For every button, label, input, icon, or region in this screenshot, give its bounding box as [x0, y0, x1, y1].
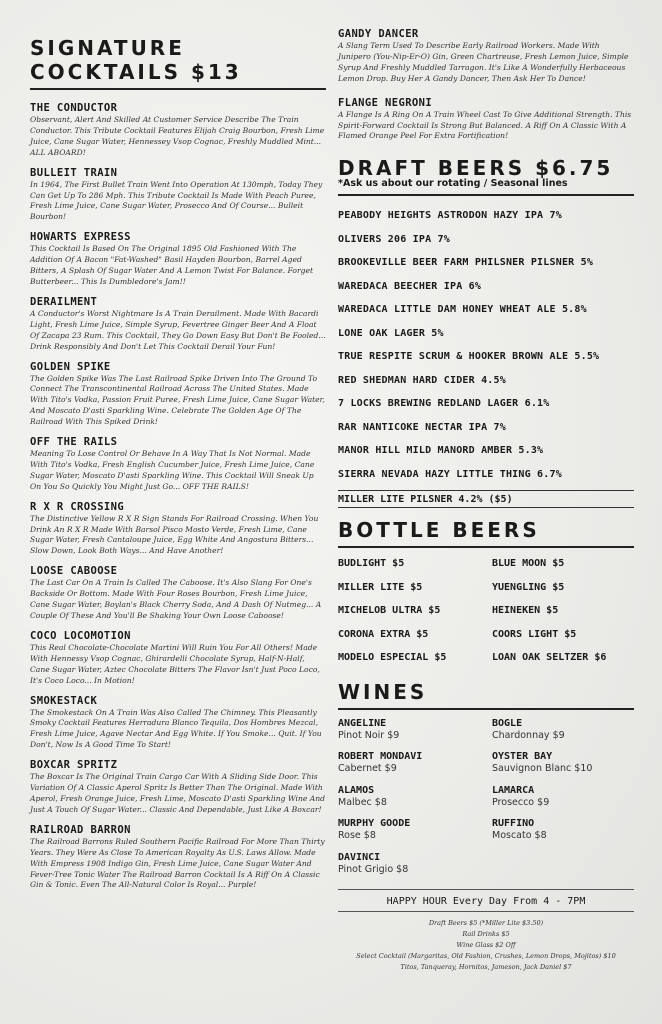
cocktail-name: FLANGE NEGRONI	[338, 96, 433, 109]
cocktail-name: BOXCAR SPRITZ	[30, 759, 118, 772]
section-divider	[338, 546, 634, 548]
wine-item	[338, 718, 492, 752]
wine-item	[338, 852, 492, 886]
cocktail-description: This Real Chocolate-Chocolate Martini Will Ruin You For All Others! Made With Hennessy Vsop Cognac, Ghirardelli Chocolate Syrup, Half-N-Half, Cane Sugar Water, Aztec Chocolate Bitters The Flavor Isn't Just Poco Loco, It's Coco Loco... In Motion!	[30, 642, 320, 685]
cocktail-description: A Conductor's Worst Nightmare Is A Train Derailment. Made With Bacardi Light, Fresh Lime Juice, Simple Syrup, Fevertree Ginger Beer And A Float Of Zacapa 23 Rum. This Cocktail, They Go Down Easy But Don't Be Fooled... Drink Responsibly And Don't Let This Cocktail Derail Your Fun!	[30, 308, 326, 351]
cocktail-item	[338, 97, 634, 143]
wine-name: ANGELINE	[338, 717, 387, 729]
cocktail-item	[30, 296, 326, 353]
cocktail-description: The Golden Spike Was The Last Railroad Spike Driven Into The Ground To Connect The Transcontinental Railroad Across The United States. Made With Tito's Vodka, Passion Fruit Puree, Fresh Lime Juice, Cane Sugar Water, And Moscato D'asti Sparkling Wine. Celebrate The Golden Age Of The Railroad With This Spiked Drink!	[30, 373, 325, 427]
cocktail-description: In 1964, The First Bullet Train Went Into Operation At 130mph, Today They Can Get Up To 286 Mph. This Tribute Cocktail Is Made With Peach Puree, Fresh Lime Juice, Cane Sugar Water, Prosecco And Of Course... Bulleit Bourbon!	[30, 179, 323, 222]
happy-hour-title: HAPPY HOUR Every Day From 4 - 7PM	[386, 896, 586, 907]
happy-hour-list	[338, 918, 634, 973]
bottle-beer-item: MODELO ESPECIAL $5	[338, 652, 447, 663]
wine-name: BOGLE	[492, 717, 523, 729]
cocktail-item	[30, 695, 326, 752]
cocktail-description: The Smokestack On A Train Was Also Called The Chimney. This Pleasantly Smoky Cocktail Features Herradura Blanco Tequila, Dos Hombres Mezcal, Fresh Lime Juice, Agave Nectar And Egg White. If You Smoke... Quit. If You Don't, Now Is A Good Time To Start!	[30, 707, 322, 750]
wine-item	[338, 818, 492, 852]
wine-name: OYSTER BAY	[492, 751, 553, 762]
cocktail-item	[30, 565, 326, 622]
cocktail-description: The Distinctive Yellow R X R Sign Stands For Railroad Crossing. When You Drink An R X R Made With Barsol Pisco Mosto Verde, Fresh Lime, Cane Sugar Water, Fresh Cantaloupe Juice, Egg White And Angostura Bitters... Slow Down, Look Both Ways... And Have Another!	[30, 513, 319, 556]
cocktail-name: THE CONDUCTOR	[30, 102, 118, 114]
draft-special: MILLER LITE PILSNER 4.2% ($5)	[338, 490, 634, 508]
draft-beer-list	[338, 210, 634, 492]
wine-type-price: Prosecco $9	[492, 796, 550, 808]
cocktail-list-continued	[338, 28, 634, 156]
bottle-beer-list	[338, 558, 634, 676]
happy-hour-section	[338, 889, 634, 973]
wine-type-price: Moscato $8	[492, 830, 547, 841]
bottle-beer-item: HEINEKEN $5	[492, 605, 559, 616]
bottle-beer-item: MILLER LITE $5	[338, 581, 423, 593]
draft-beer-item: SIERRA NEVADA HAZY LITTLE THING 6.7%	[338, 468, 562, 480]
wine-item	[492, 751, 634, 785]
draft-beers-section	[338, 156, 634, 508]
cocktail-name: LOOSE CABOOSE	[30, 565, 118, 578]
cocktail-name: DERAILMENT	[30, 295, 98, 308]
bottle-beer-item: BLUE MOON $5	[492, 558, 565, 569]
bottle-beer-item: BUDLIGHT $5	[338, 558, 405, 569]
wine-name: ROBERT MONDAVI	[338, 751, 423, 762]
cocktail-item	[338, 28, 634, 85]
draft-beer-item: TRUE RESPITE SCRUM & HOOKER BROWN ALE 5.5%	[338, 351, 600, 362]
cocktail-item	[30, 167, 326, 224]
happy-hour-item: Wine Glass $2 Off	[456, 941, 516, 949]
cocktail-item	[30, 759, 326, 816]
wines-title: WINES	[338, 679, 428, 704]
draft-beer-item: BROOKEVILLE BEER FARM PHILSNER PILSNER 5%	[338, 257, 594, 268]
cocktail-name: R X R CROSSING	[30, 500, 125, 513]
bottle-beers-section	[338, 518, 634, 676]
wine-item	[492, 785, 634, 819]
cocktail-item	[30, 102, 326, 159]
draft-beer-item: MANOR HILL MILD MANORD AMBER 5.3%	[338, 445, 544, 456]
cocktail-description: This Cocktail Is Based On The Original 1895 Old Fashioned With The Addition Of A Bacon "Fat-Washed" Basil Hayden Bourbon, Barrel Aged Bitters, A Splash Of Sugar Water And A Lemon Twist For Balance. Forget Butterbeer... This Is Dumbledore's Jam!!	[30, 244, 314, 286]
cocktail-name: HOWARTS EXPRESS	[30, 231, 131, 244]
signature-cocktails-title: SIGNATURE COCKTAILS $13	[30, 36, 242, 84]
cocktail-item	[30, 231, 326, 288]
cocktail-name: BULLEIT TRAIN	[30, 166, 118, 179]
wine-type-price: Rose $8	[338, 830, 376, 841]
cocktail-name: GOLDEN SPIKE	[30, 360, 111, 373]
wine-name: ALAMOS	[338, 784, 375, 796]
wine-type-price: Sauvignon Blanc $10	[492, 763, 593, 774]
cocktail-description: A Slang Term Used To Describe Early Railroad Workers. Made With Junipero (You-Nip-Er-O) Gin, Green Chartreuse, Fresh Lemon Juice, Simple Syrup And Freshly Muddled Tarragon. It's Like A Wonderfully Herbaceous Lemon Drop. Buy Her A Gandy Dancer, Then Ask Her To Dance!	[338, 41, 629, 83]
wine-type-price: Cabernet $9	[338, 763, 397, 774]
cocktail-name: GANDY DANCER	[338, 28, 419, 40]
cocktail-description: The Boxcar Is The Original Train Cargo Car With A Sliding Side Door. This Variation Of A Classic Aperol Spritz Is Better Than The Original. Made With Aperol, Fresh Orange Juice, Fresh Lime, Moscato D'asti Sparkling Wine And Just A Touch Of Sugar Water... Classic And Dependable, Just Like A Boxcar!	[30, 772, 325, 814]
cocktail-description: The Last Car On A Train Is Called The Caboose. It's Also Slang For One's Backside Or Bottom. Made With Four Roses Bourbon, Fresh Lime Juice, Cane Sugar Water, Boylan's Black Cherry Soda, And A Dash Of Nutmeg... A Couple Of These And You'll Be Shaking Your Own Loose Caboose!	[30, 578, 322, 620]
wine-item	[338, 785, 492, 819]
draft-beer-item: WAREDACA BEECHER IPA 6%	[338, 280, 482, 292]
wine-item	[492, 718, 634, 752]
draft-beer-item: WAREDACA LITTLE DAM HONEY WHEAT ALE 5.8%	[338, 304, 587, 315]
wine-name: MURPHY GOODE	[338, 818, 411, 829]
bottle-beer-item: CORONA EXTRA $5	[338, 628, 429, 640]
draft-beer-item: LONE OAK LAGER 5%	[338, 327, 444, 339]
bottle-beer-item: MICHELOB ULTRA $5	[338, 605, 441, 616]
draft-beer-item: OLIVERS 206 IPA 7%	[338, 233, 450, 245]
wine-type-price: Pinot Grigio $8	[338, 863, 409, 875]
cocktail-description: A Flange Is A Ring On A Train Wheel Cast To Give Additional Strength. This Spirit-Forward Cocktail Is Strong But Balanced. A Riff On A Classic With A Flamed Orange Peel For Extra Fortification!	[338, 109, 632, 141]
wine-type-price: Malbec $8	[338, 796, 387, 808]
wine-name: RUFFINO	[492, 818, 535, 829]
cocktail-description: The Railroad Barrons Ruled Southern Pacific Railroad For More Than Thirty Years. They Were As Close To American Royalty As U.S. Laws Allow. Made With Empress 1908 Indigo Gin, Fresh Lime Juice, Cane Sugar Water And Fever-Tree Tonic Water The Railroad Barron Cocktail Is A Riff On A Classic Gin & Tonic. Even The All-Natural Color Is Royal... Purple!	[30, 836, 325, 890]
draft-beer-item: RED SHEDMAN HARD CIDER 4.5%	[338, 374, 506, 386]
draft-beers-subtitle: *Ask us about our rotating / Seasonal lines	[338, 178, 568, 189]
cocktail-name: RAILROAD BARRON	[30, 823, 131, 836]
draft-beers-title: DRAFT BEERS $6.75	[338, 156, 614, 180]
bottle-beers-title: BOTTLE BEERS	[338, 518, 540, 542]
wine-name: DAVINCI	[338, 851, 381, 863]
bottle-beer-item: LOAN OAK SELTZER $6	[492, 652, 607, 663]
cocktail-item	[30, 436, 326, 493]
happy-hour-item: Titos, Tanqueray, Hornitos, Jameson, Jack Daniel $7	[400, 963, 572, 971]
wine-type-price: Chardonnay $9	[492, 729, 565, 741]
bottle-beer-item: YUENGLING $5	[492, 581, 565, 593]
section-divider	[30, 88, 326, 90]
cocktail-item	[30, 824, 326, 892]
wine-list	[338, 718, 634, 886]
happy-hour-item: Select Cocktail (Margaritas, Old Fashion, Crushes, Lemon Drops, Mojitos) $10	[356, 952, 616, 960]
cocktail-name: COCO LOCOMOTION	[30, 629, 131, 642]
signature-cocktails-section	[30, 36, 326, 899]
cocktail-name: SMOKESTACK	[30, 694, 98, 707]
cocktail-list	[30, 102, 326, 891]
bottle-beer-item: COORS LIGHT $5	[492, 628, 577, 640]
wine-item	[492, 818, 634, 852]
wines-section	[338, 680, 634, 886]
right-column	[338, 28, 634, 973]
cocktail-item	[30, 361, 326, 429]
cocktail-description: Observant, Alert And Skilled At Customer Service Describe The Train Conductor. This Tribute Cocktail Features Elijah Craig Bourbon, Fresh Lime Juice, Cane Sugar Water, Hennessey Vsop Cognac, Freshly Muddled Mint... ALL ABOARD!	[30, 115, 325, 157]
cocktail-item	[30, 630, 326, 687]
cocktail-name: OFF THE RAILS	[30, 436, 118, 449]
wine-type-price: Pinot Noir $9	[338, 729, 400, 741]
wine-name: LAMARCA	[492, 784, 535, 796]
cocktail-description: Meaning To Lose Control Or Behave In A Way That Is Not Normal. Made With Tito's Vodka, Fresh English Cucumber Juice, Fresh Lime Juice, Cane Sugar Water, Moscato D'asti Sparkling Wine. This Cocktail Will Sneak Up On You So Quickly You Might Just Go... OFF THE RAILS!	[30, 449, 315, 491]
happy-hour-item: Draft Beers $5 (*Miller Lite $3.50)	[428, 919, 544, 927]
draft-beer-item: 7 LOCKS BREWING REDLAND LAGER 6.1%	[338, 398, 550, 409]
cocktail-item	[30, 501, 326, 558]
draft-beer-item: RAR NANTICOKE NECTAR IPA 7%	[338, 421, 506, 433]
happy-hour-item: Rail Drinks $5	[462, 930, 510, 938]
section-divider	[338, 708, 634, 710]
section-divider	[338, 194, 634, 196]
wine-item	[338, 751, 492, 785]
draft-beer-item: PEABODY HEIGHTS ASTRODON HAZY IPA 7%	[338, 210, 562, 221]
